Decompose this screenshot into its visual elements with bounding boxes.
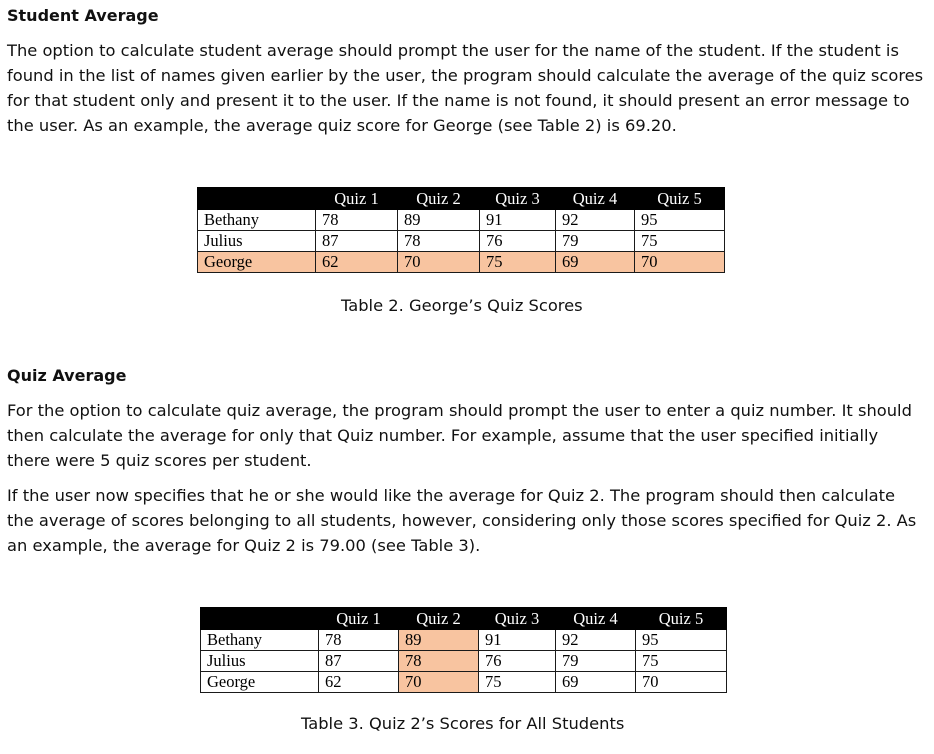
quiz-average-paragraph-2: If the user now specifies that he or she would like the average for Quiz 2. The program should then calculate the average of scores belonging to all students, however, considering only those scores specified for Quiz 2. As an example, the average for Quiz 2 is 79.00 (see Table 3). bbox=[7, 486, 917, 555]
score-cell-highlighted: 70 bbox=[399, 672, 479, 693]
student-name-cell: George bbox=[198, 252, 316, 273]
student-name-cell: George bbox=[201, 672, 319, 693]
student-name-cell: Julius bbox=[201, 651, 319, 672]
table-header-quiz-3: Quiz 3 bbox=[480, 188, 556, 210]
score-cell: 75 bbox=[480, 252, 556, 273]
student-average-heading: Student Average bbox=[7, 6, 159, 25]
score-cell: 75 bbox=[635, 231, 725, 252]
score-cell: 70 bbox=[636, 672, 727, 693]
table-header-quiz-4: Quiz 4 bbox=[556, 608, 636, 630]
quiz-average-heading: Quiz Average bbox=[7, 366, 127, 385]
score-cell: 95 bbox=[635, 210, 725, 231]
score-cell: 76 bbox=[479, 651, 556, 672]
score-cell: 92 bbox=[556, 210, 635, 231]
score-cell: 78 bbox=[316, 210, 398, 231]
score-cell: 89 bbox=[398, 210, 480, 231]
score-cell: 92 bbox=[556, 630, 636, 651]
table-row bbox=[198, 210, 725, 231]
table-row bbox=[201, 672, 727, 693]
score-cell: 87 bbox=[319, 651, 399, 672]
score-cell: 75 bbox=[479, 672, 556, 693]
table-header-quiz-1: Quiz 1 bbox=[316, 188, 398, 210]
score-cell: 79 bbox=[556, 231, 635, 252]
table-3 bbox=[200, 607, 727, 693]
table-2-caption: Table 2. George’s Quiz Scores bbox=[341, 296, 583, 315]
table-3-caption: Table 3. Quiz 2’s Scores for All Students bbox=[301, 714, 625, 733]
quiz-average-paragraph-1: For the option to calculate quiz average, the program should prompt the user to enter a quiz number. It should then calculate the average for only that Quiz number. For example, assume that the user specified initially there were 5 quiz scores per student. bbox=[7, 401, 912, 470]
score-cell: 70 bbox=[635, 252, 725, 273]
score-cell: 70 bbox=[398, 252, 480, 273]
table-header-quiz-2: Quiz 2 bbox=[399, 608, 479, 630]
score-cell: 75 bbox=[636, 651, 727, 672]
score-cell: 87 bbox=[316, 231, 398, 252]
table-row bbox=[198, 231, 725, 252]
score-cell-highlighted: 78 bbox=[399, 651, 479, 672]
score-cell-highlighted: 89 bbox=[399, 630, 479, 651]
student-name-cell: Bethany bbox=[201, 630, 319, 651]
table-header-quiz-2: Quiz 2 bbox=[398, 188, 480, 210]
score-cell: 76 bbox=[480, 231, 556, 252]
score-cell: 69 bbox=[556, 252, 635, 273]
score-cell: 95 bbox=[636, 630, 727, 651]
table-header-quiz-4: Quiz 4 bbox=[556, 188, 635, 210]
table-header-row bbox=[201, 608, 727, 630]
score-cell: 78 bbox=[319, 630, 399, 651]
student-name-cell: Bethany bbox=[198, 210, 316, 231]
score-cell: 62 bbox=[316, 252, 398, 273]
score-cell: 78 bbox=[398, 231, 480, 252]
score-cell: 91 bbox=[479, 630, 556, 651]
table-header-quiz-5: Quiz 5 bbox=[635, 188, 725, 210]
table-corner-cell bbox=[198, 188, 316, 210]
table-header-row bbox=[198, 188, 725, 210]
score-cell: 69 bbox=[556, 672, 636, 693]
table-row bbox=[201, 651, 727, 672]
score-cell: 91 bbox=[480, 210, 556, 231]
table-row-highlighted bbox=[198, 252, 725, 273]
student-average-paragraph: The option to calculate student average should prompt the user for the name of the student. If the student is found in the list of names given earlier by the user, the program should calculate the average of the quiz scores for that student only and present it to the user. If the name is not found, it should present an error message to the user. As an example, the average quiz score for George (see Table 2) is 69.20. bbox=[7, 41, 924, 135]
table-row bbox=[201, 630, 727, 651]
table-header-quiz-1: Quiz 1 bbox=[319, 608, 399, 630]
score-cell: 79 bbox=[556, 651, 636, 672]
score-cell: 62 bbox=[319, 672, 399, 693]
student-name-cell: Julius bbox=[198, 231, 316, 252]
table-corner-cell bbox=[201, 608, 319, 630]
table-header-quiz-3: Quiz 3 bbox=[479, 608, 556, 630]
table-header-quiz-5: Quiz 5 bbox=[636, 608, 727, 630]
table-2 bbox=[197, 187, 725, 273]
